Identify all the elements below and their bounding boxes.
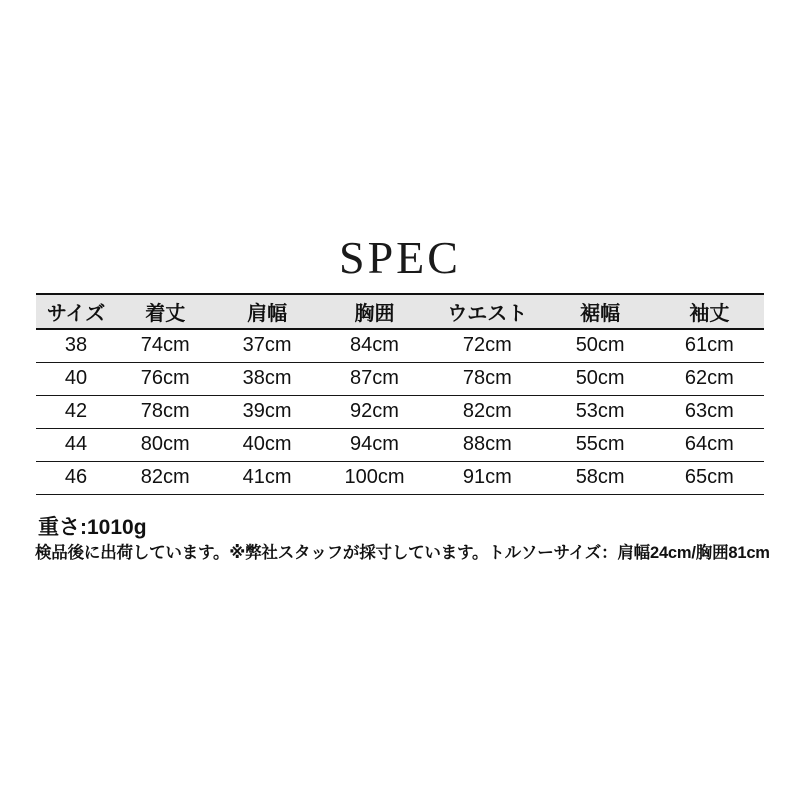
- table-cell: 39cm: [242, 400, 292, 422]
- table-cell: 40cm: [242, 433, 292, 455]
- table-cell: 92cm: [350, 400, 399, 422]
- table-cell: 40: [64, 367, 88, 389]
- table-cell: 88cm: [462, 433, 512, 455]
- column-header-0: サイズ: [46, 303, 106, 325]
- weight-text: 重さ:1010g: [38, 516, 147, 539]
- table-cell: 38cm: [242, 367, 292, 389]
- table-row: [36, 461, 764, 494]
- table-row: [36, 329, 764, 362]
- table-cell: 82cm: [462, 400, 512, 422]
- table-row: [36, 395, 764, 428]
- page-title: SPEC: [339, 232, 461, 283]
- table-cell: 84cm: [350, 334, 399, 357]
- table-cell: 94cm: [350, 433, 399, 455]
- table-cell: 37cm: [242, 334, 292, 357]
- measurement-note-text: 検品後に出荷しています。※弊社スタッフが採寸しています。トルソーサイズ：肩幅24cm/胸囲81cm: [35, 544, 770, 562]
- table-cell: 55cm: [575, 433, 625, 455]
- table-cell: 91cm: [462, 466, 512, 488]
- table-cell: 78cm: [462, 367, 512, 389]
- table-cell: 74cm: [140, 334, 190, 357]
- column-header-6: 袖丈: [689, 303, 730, 325]
- table-cell: 64cm: [684, 433, 734, 455]
- table-cell: 76cm: [140, 367, 190, 389]
- column-header-4: ウエスト: [447, 303, 528, 325]
- table-cell: 78cm: [140, 400, 190, 422]
- table-cell: 72cm: [462, 334, 512, 357]
- column-header-2: 肩幅: [247, 303, 288, 325]
- table-cell: 42: [64, 400, 88, 422]
- table-cell: 50cm: [575, 334, 625, 357]
- spec-table-head: [36, 294, 764, 329]
- table-cell: 65cm: [684, 466, 734, 488]
- table-row: [36, 362, 764, 395]
- table-cell: 46: [64, 466, 88, 488]
- table-cell: 61cm: [684, 334, 734, 357]
- table-cell: 87cm: [350, 367, 399, 389]
- table-cell: 80cm: [140, 433, 190, 455]
- table-cell: 63cm: [684, 400, 734, 422]
- column-header-5: 裾幅: [580, 303, 621, 325]
- table-cell: 44: [64, 433, 88, 455]
- table-cell: 53cm: [575, 400, 625, 422]
- table-cell: 62cm: [684, 367, 734, 389]
- table-cell: 82cm: [140, 466, 190, 488]
- table-cell: 58cm: [575, 466, 625, 488]
- table-row: [36, 428, 764, 461]
- spec-table-body: [36, 329, 764, 494]
- column-header-3: 胸囲: [354, 303, 395, 325]
- size-table-container: [36, 293, 764, 495]
- column-header-1: 着丈: [145, 303, 186, 325]
- table-cell: 50cm: [575, 367, 625, 389]
- header-row: [36, 294, 764, 329]
- spec-table: [36, 293, 764, 495]
- table-cell: 100cm: [344, 466, 405, 488]
- table-cell: 41cm: [242, 466, 292, 488]
- table-cell: 38: [64, 334, 88, 357]
